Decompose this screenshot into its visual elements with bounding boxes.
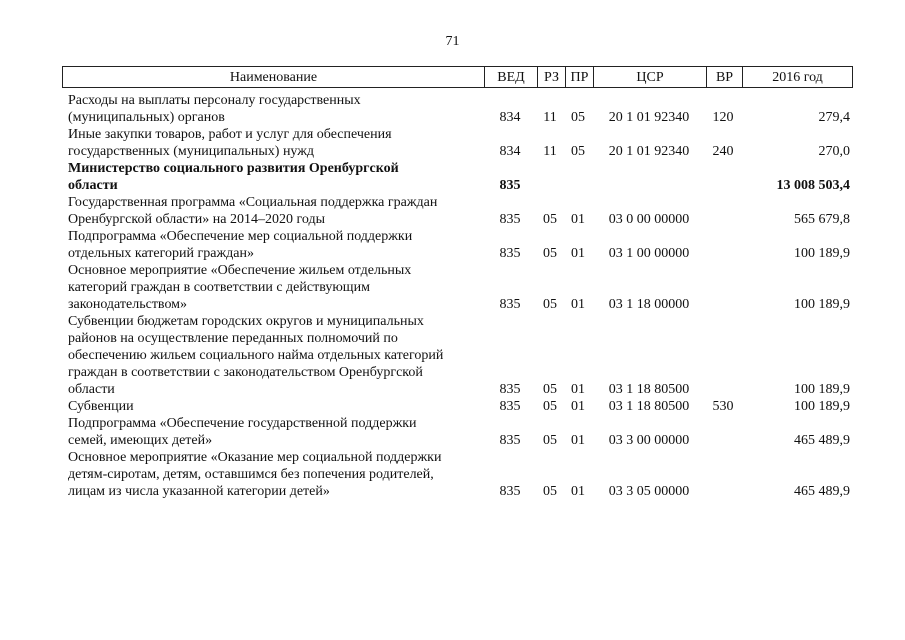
cell-rz: 05 bbox=[543, 382, 557, 397]
cell-rz: 05 bbox=[543, 297, 557, 312]
cell-pr: 01 bbox=[571, 246, 585, 261]
cell-sum: 13 008 503,4 bbox=[776, 178, 850, 193]
cell-name-line: (муниципальных) органов bbox=[68, 110, 225, 125]
cell-name bbox=[68, 449, 480, 500]
table-row bbox=[0, 313, 905, 398]
cell-name-line: Основное мероприятие «Оказание мер социальной поддержки bbox=[68, 450, 442, 465]
table-header bbox=[62, 66, 853, 88]
cell-pr: 01 bbox=[571, 382, 585, 397]
cell-name-line: законодательством» bbox=[68, 297, 188, 312]
table-row bbox=[0, 228, 905, 262]
header-csr: ЦСР bbox=[593, 67, 706, 87]
cell-vr: 120 bbox=[712, 110, 734, 125]
cell-ved: 834 bbox=[499, 110, 521, 125]
cell-csr: 03 1 18 80500 bbox=[608, 382, 690, 397]
cell-pr: 05 bbox=[571, 144, 585, 159]
cell-sum: 100 189,9 bbox=[794, 297, 850, 312]
cell-sum: 100 189,9 bbox=[794, 382, 850, 397]
table-row bbox=[0, 398, 905, 415]
cell-csr: 03 3 00 00000 bbox=[608, 433, 690, 448]
cell-ved: 834 bbox=[499, 144, 521, 159]
header-year: 2016 год bbox=[742, 67, 852, 87]
cell-name bbox=[68, 228, 480, 262]
header-ved: ВЕД bbox=[484, 67, 537, 87]
cell-name-line: Министерство социального развития Оренбургской bbox=[68, 161, 399, 176]
cell-rz: 05 bbox=[543, 399, 557, 414]
table-row bbox=[0, 126, 905, 160]
header-pr: ПР bbox=[565, 67, 593, 87]
cell-name bbox=[68, 92, 480, 126]
page-number: 71 bbox=[445, 34, 460, 49]
cell-ved: 835 bbox=[499, 399, 521, 414]
cell-ved: 835 bbox=[499, 178, 521, 193]
header-rz: РЗ bbox=[537, 67, 565, 87]
cell-sum: 565 679,8 bbox=[794, 212, 850, 227]
cell-rz: 05 bbox=[543, 484, 557, 499]
table-row bbox=[0, 449, 905, 500]
cell-ved: 835 bbox=[499, 484, 521, 499]
table-row bbox=[0, 415, 905, 449]
cell-csr: 03 3 05 00000 bbox=[608, 484, 690, 499]
cell-name-line: области bbox=[68, 382, 115, 397]
header-name: Наименование bbox=[229, 70, 318, 85]
table-row bbox=[0, 92, 905, 126]
cell-sum: 100 189,9 bbox=[794, 399, 850, 414]
cell-rz: 05 bbox=[543, 433, 557, 448]
cell-name bbox=[68, 160, 480, 194]
cell-pr: 01 bbox=[571, 212, 585, 227]
cell-name bbox=[68, 262, 480, 313]
cell-name-line: Субвенции бюджетам городских округов и муниципальных bbox=[68, 314, 424, 329]
cell-vr: 240 bbox=[712, 144, 734, 159]
cell-csr: 03 1 18 00000 bbox=[608, 297, 690, 312]
cell-rz: 11 bbox=[543, 110, 557, 125]
cell-name-line: Расходы на выплаты персоналу государственных bbox=[68, 93, 361, 108]
cell-pr: 01 bbox=[571, 297, 585, 312]
cell-csr: 03 0 00 00000 bbox=[608, 212, 690, 227]
cell-pr: 01 bbox=[571, 399, 585, 414]
cell-name-line: обеспечению жильем социального найма отдельных категорий bbox=[68, 348, 444, 363]
cell-ved: 835 bbox=[499, 433, 521, 448]
cell-csr: 03 1 18 80500 bbox=[608, 399, 690, 414]
cell-csr: 20 1 01 92340 bbox=[608, 144, 690, 159]
cell-ved: 835 bbox=[499, 382, 521, 397]
cell-sum: 100 189,9 bbox=[794, 246, 850, 261]
cell-ved: 835 bbox=[499, 297, 521, 312]
cell-name-line: районов на осуществление переданных полномочий по bbox=[68, 331, 398, 346]
cell-pr: 01 bbox=[571, 484, 585, 499]
cell-name-line: области bbox=[68, 178, 118, 193]
cell-name-line: Подпрограмма «Обеспечение мер социальной поддержки bbox=[68, 229, 413, 244]
cell-name-line: лицам из числа указанной категории детей» bbox=[68, 484, 330, 499]
cell-csr: 20 1 01 92340 bbox=[608, 110, 690, 125]
cell-rz: 11 bbox=[543, 144, 557, 159]
cell-name-line: детям-сиротам, детям, оставшимся без попечения родителей, bbox=[68, 467, 434, 482]
cell-ved: 835 bbox=[499, 246, 521, 261]
cell-name-line: семей, имеющих детей» bbox=[68, 433, 213, 448]
cell-pr: 05 bbox=[571, 110, 585, 125]
cell-csr: 03 1 00 00000 bbox=[608, 246, 690, 261]
cell-name-line: Оренбургской области» на 2014–2020 годы bbox=[68, 212, 325, 227]
table-row bbox=[0, 194, 905, 228]
cell-name bbox=[68, 126, 480, 160]
cell-rz: 05 bbox=[543, 246, 557, 261]
cell-name bbox=[68, 415, 480, 449]
cell-sum: 465 489,9 bbox=[794, 484, 850, 499]
cell-name-line: отдельных категорий граждан» bbox=[68, 246, 254, 261]
table-row bbox=[0, 160, 905, 194]
cell-pr: 01 bbox=[571, 433, 585, 448]
cell-name bbox=[68, 313, 480, 398]
cell-name-line: Иные закупки товаров, работ и услуг для обеспечения bbox=[68, 127, 392, 142]
cell-sum: 279,4 bbox=[818, 110, 850, 125]
cell-ved: 835 bbox=[499, 212, 521, 227]
table-row bbox=[0, 262, 905, 313]
cell-name-line: Основное мероприятие «Обеспечение жильем отдельных bbox=[68, 263, 412, 278]
cell-sum: 270,0 bbox=[818, 144, 850, 159]
cell-name-line: граждан в соответствии с законодательством Оренбургской bbox=[68, 365, 423, 380]
cell-name-line: Государственная программа «Социальная поддержка граждан bbox=[68, 195, 438, 210]
cell-name-line: государственных (муниципальных) нужд bbox=[68, 144, 315, 159]
cell-sum: 465 489,9 bbox=[794, 433, 850, 448]
cell-vr: 530 bbox=[712, 399, 734, 414]
cell-name bbox=[68, 398, 480, 415]
header-vr: ВР bbox=[706, 67, 742, 87]
cell-name-line: Субвенции bbox=[68, 399, 134, 414]
cell-rz: 05 bbox=[543, 212, 557, 227]
cell-name-line: Подпрограмма «Обеспечение государственной поддержки bbox=[68, 416, 417, 431]
cell-name-line: категорий граждан в соответствии с действующим bbox=[68, 280, 370, 295]
cell-name bbox=[68, 194, 480, 228]
